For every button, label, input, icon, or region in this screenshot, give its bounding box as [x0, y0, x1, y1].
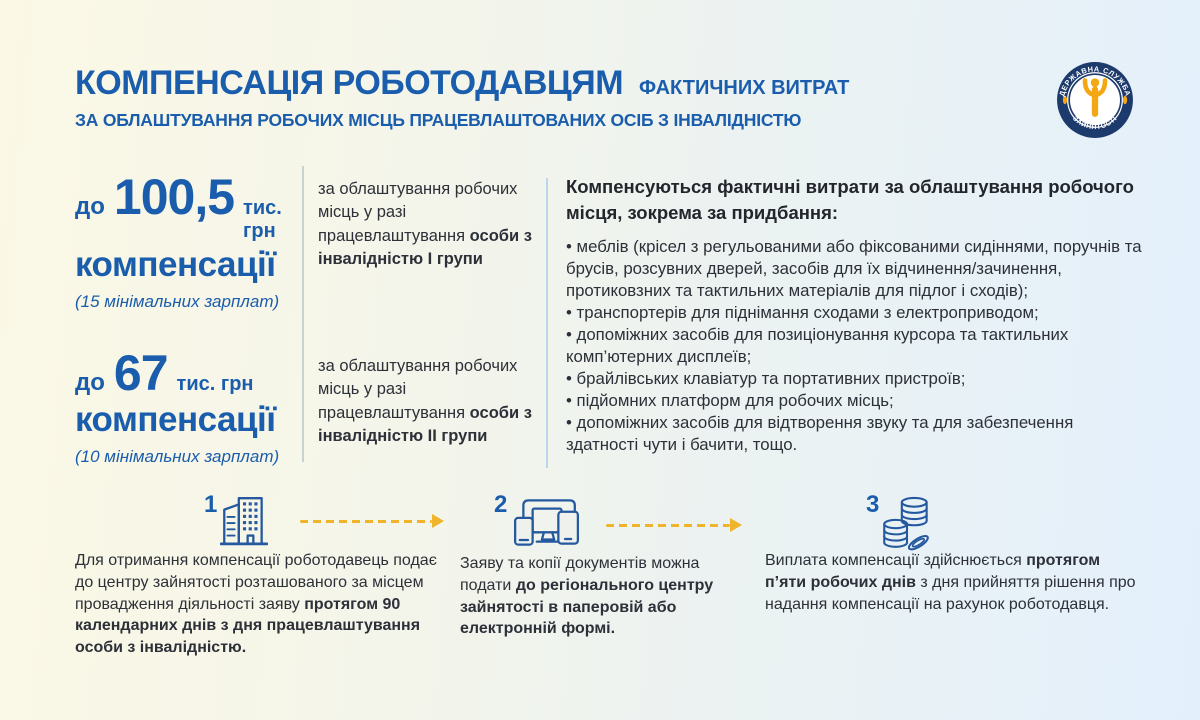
amount-value: 67: [113, 345, 168, 401]
text-segment: Виплата компенсації здійснюється: [765, 552, 1027, 569]
text-segment: Для отримання компенсації роботодавець подає до центру зайнятості розташованого за місцем провадження діяльності заяву: [75, 552, 437, 613]
amount-block-group1: [75, 169, 300, 312]
text-segment: до регіонального центру зайнятості в паперовій або електронній формі.: [460, 576, 714, 638]
compensated-expenses-section: [566, 174, 1144, 456]
expenses-list: [566, 236, 1144, 456]
text-segment: за облаштування робочих місць у разі працевлаштування: [318, 180, 518, 245]
step-1-marker: [204, 493, 268, 547]
text-segment: особи з інвалідністю І групи: [318, 226, 532, 269]
step-1-text: [75, 550, 457, 659]
amount-unit: тис. грн: [243, 197, 282, 242]
text-segment: Заяву та копії документів можна подати: [460, 555, 700, 594]
arrow-head: [432, 514, 444, 528]
amount-line: [75, 169, 300, 243]
amount-block-group2: [75, 345, 300, 467]
vertical-divider-left: [302, 166, 304, 462]
text-segment: з дня прийняття рішення про надання компенсації на рахунок роботодавця.: [765, 573, 1136, 613]
employment-service-logo: [1056, 61, 1134, 139]
amount-value: 100,5: [113, 169, 235, 225]
amount-prefix: до: [75, 369, 105, 396]
page-title-suffix: ФАКТИЧНИХ ВИТРАТ: [639, 77, 850, 99]
expenses-heading: Компенсуються фактичні витрати за облаштування робочого місця, зокрема за придбання:: [566, 176, 1134, 223]
text-segment: протягом п’яти робочих днів: [765, 552, 1101, 591]
condition-group2: [318, 355, 546, 449]
logo-emblem-icon: [1056, 61, 1134, 139]
step-number: 2: [494, 491, 508, 518]
step-2-marker: [494, 493, 582, 549]
devices-icon: [510, 493, 582, 549]
text-segment: протягом 90 календарних днів з дня працевлаштування особи з інвалідністю.: [75, 595, 421, 656]
page-title: КОМПЕНСАЦІЯ РОБОТОДАВЦЯМ: [75, 64, 624, 102]
text-segment: за облаштування робочих місць у разі працевлаштування: [318, 357, 518, 422]
list-item: • підйомних платформ для робочих місць;: [566, 390, 1144, 412]
logo-arc-bottom-text: ЗАЙНЯТОСТІ: [1071, 115, 1119, 132]
amount-note: (15 мінімальних зарплат): [75, 292, 280, 311]
amount-word: компенсації: [75, 400, 276, 439]
list-item: • допоміжних засобів для позиціонування курсора та тактильних комп’ютерних дисплеїв;: [566, 324, 1144, 368]
vertical-divider-right: [546, 178, 548, 468]
amount-line: [75, 345, 300, 401]
dashed-arrow: [606, 518, 742, 533]
title-row: [75, 64, 849, 103]
amount-unit: тис. грн: [176, 373, 254, 395]
arrow-dash-line: [606, 524, 730, 527]
step-2-text: [460, 553, 744, 640]
building-icon: [220, 493, 268, 547]
text-segment: особи з інвалідністю ІІ групи: [318, 403, 532, 446]
step-number: 1: [204, 491, 218, 518]
dashed-arrow: [300, 514, 444, 529]
logo-arc-top-text: ДЕРЖАВНА СЛУЖБА: [1057, 64, 1133, 98]
arrow-dash-line: [300, 520, 432, 523]
header: [75, 64, 849, 131]
step-3-marker: [866, 493, 932, 553]
amount-prefix: до: [75, 193, 105, 220]
list-item: • допоміжних засобів для відтворення звуку та для забезпечення здатності чути і бачити, тощо.: [566, 412, 1144, 456]
list-item: • брайлівських клавіатур та портативних пристроїв;: [566, 368, 1144, 390]
list-item: • транспортерів для піднімання сходами з електроприводом;: [566, 302, 1144, 324]
amount-word: компенсації: [75, 245, 276, 284]
coins-icon: [882, 493, 932, 553]
amount-note: (10 мінімальних зарплат): [75, 447, 280, 466]
list-item: • меблів (крісел з регульованими або фіксованими сидіннями, поручнів та брусів, розсувних дверей, засобів для їх відчинення/зачинення, протиковзних та тактильних матеріалів для підлог і сходів);: [566, 236, 1144, 302]
step-3-text: [765, 550, 1140, 615]
step-number: 3: [866, 491, 880, 518]
page-subtitle: ЗА ОБЛАШТУВАННЯ РОБОЧИХ МІСЦЬ ПРАЦЕВЛАШТОВАНИХ ОСІБ З ІНВАЛІДНІСТЮ: [75, 110, 802, 130]
arrow-head: [730, 518, 742, 532]
condition-group1: [318, 178, 546, 272]
